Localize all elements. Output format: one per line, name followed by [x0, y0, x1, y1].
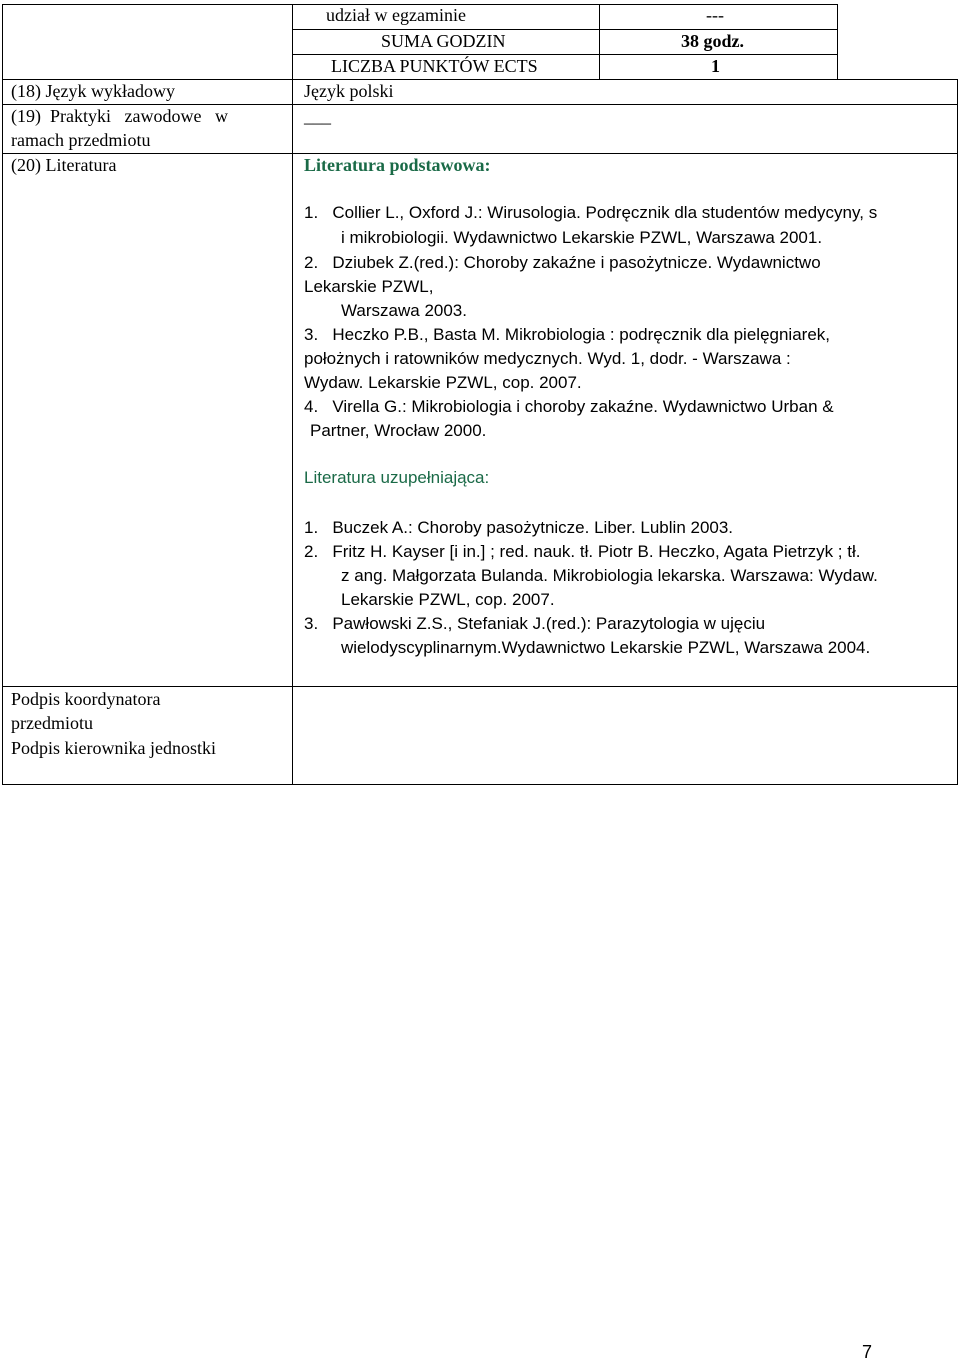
- basic-literature-line: Wydaw. Lekarskie PZWL, cop. 2007.: [304, 373, 582, 392]
- supplementary-literature-line: 2. Fritz H. Kayser [i in.] ; red. nauk. tł. Piotr B. Heczko, Agata Pietrzyk ; tł.: [304, 542, 861, 561]
- supplementary-literature-line: 3. Pawłowski Z.S., Stefaniak J.(red.): Parazytologia w ujęciu: [304, 614, 766, 633]
- summary-value-exam: ---: [706, 5, 724, 25]
- basic-literature-line: i mikrobiologii. Wydawnictwo Lekarskie PZWL, Warszawa 2001.: [341, 228, 823, 247]
- practice-label-line2: ramach przedmiotu: [11, 130, 151, 150]
- supplementary-literature-line: 1. Buczek A.: Choroby pasożytnicze. Liber. Lublin 2003.: [304, 518, 734, 537]
- basic-literature-line: 1. Collier L., Oxford J.: Wirusologia. Podręcznik dla studentów medycyny, s: [304, 203, 878, 222]
- summary-label-ects: LICZBA PUNKTÓW ECTS: [331, 56, 538, 76]
- summary-label-exam: udział w egzaminie: [326, 5, 466, 25]
- summary-label-total-hours: SUMA GODZIN: [381, 31, 506, 51]
- basic-literature-line: 2. Dziubek Z.(red.): Choroby zakaźne i pasożytnicze. Wydawnictwo: [304, 253, 821, 272]
- summary-value-ects: 1: [711, 56, 720, 76]
- page-number: 7: [862, 1342, 873, 1362]
- supplementary-literature-line: Lekarskie PZWL, cop. 2007.: [341, 590, 555, 609]
- supplementary-literature-heading: Literatura uzupełniająca:: [304, 468, 490, 487]
- basic-literature-line: 4. Virella G.: Mikrobiologia i choroby zakaźne. Wydawnictwo Urban &: [304, 397, 834, 416]
- basic-literature-line: Warszawa 2003.: [341, 301, 467, 320]
- supplementary-literature-line: z ang. Małgorzata Bulanda. Mikrobiologia lekarska. Warszawa: Wydaw.: [341, 566, 878, 585]
- literature-label: (20) Literatura: [11, 155, 117, 175]
- coordinator-signature-label-cont: przedmiotu: [11, 713, 93, 733]
- basic-literature-line: Partner, Wrocław 2000.: [310, 421, 487, 440]
- practice-value: ___: [304, 106, 331, 126]
- basic-literature-line: 3. Heczko P.B., Basta M. Mikrobiologia : podręcznik dla pielęgniarek,: [304, 325, 831, 344]
- supplementary-literature-line: wielodyscyplinarnym.Wydawnictwo Lekarskie PZWL, Warszawa 2004.: [341, 638, 871, 657]
- practice-label-line1: (19) Praktyki zawodowe w: [11, 106, 228, 126]
- basic-literature-heading: Literatura podstawowa:: [304, 155, 491, 175]
- coordinator-signature-label: Podpis koordynatora: [11, 689, 161, 709]
- summary-value-total-hours: 38 godz.: [681, 31, 744, 51]
- language-label: (18) Język wykładowy: [11, 81, 175, 101]
- basic-literature-line: położnych i ratowników medycznych. Wyd. 1, dodr. - Warszawa :: [304, 349, 791, 368]
- head-signature-label: Podpis kierownika jednostki: [11, 738, 216, 758]
- basic-literature-line: Lekarskie PZWL,: [304, 277, 434, 296]
- language-value: Język polski: [304, 81, 394, 101]
